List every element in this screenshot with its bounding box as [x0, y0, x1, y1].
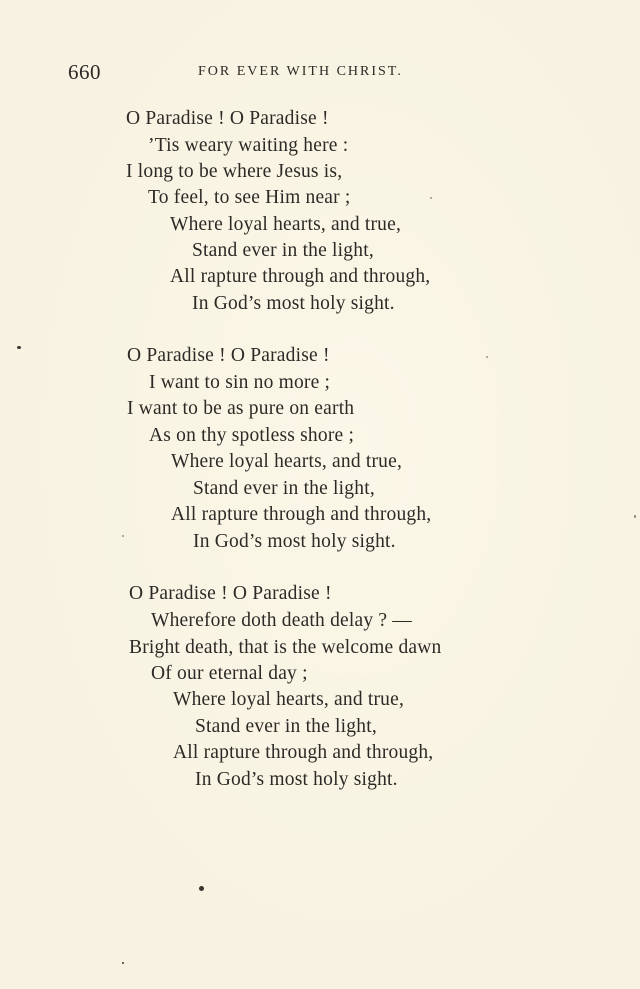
stanza-line: Where loyal hearts, and true, — [171, 451, 403, 472]
stanza-line: Of our eternal day ; — [151, 663, 308, 684]
stanza-line: Bright death, that is the welcome dawn — [129, 637, 442, 658]
running-title: FOR EVER WITH CHRIST. — [198, 64, 403, 79]
stanza-line: In God’s most holy sight. — [195, 769, 398, 790]
paper-speck — [430, 197, 432, 199]
paper-speck — [634, 515, 636, 518]
stanza-line: Where loyal hearts, and true, — [170, 214, 402, 235]
stanza-line: O Paradise ! O Paradise ! — [127, 345, 330, 366]
paper-speck — [122, 962, 124, 964]
stanza-line: I long to be where Jesus is, — [126, 161, 343, 182]
stanza-line: Wherefore doth death delay ? — — [151, 610, 413, 631]
stanza-line: All rapture through and through, — [170, 266, 431, 287]
stanza-line: As on thy spotless shore ; — [149, 425, 355, 446]
stanza-line: I want to sin no more ; — [149, 372, 331, 393]
stanza-line: I want to be as pure on earth — [127, 398, 355, 419]
paper-speck — [17, 346, 21, 349]
stanza-line: Stand ever in the light, — [193, 478, 375, 499]
stanza-line: Stand ever in the light, — [192, 240, 374, 261]
paper-speck — [486, 356, 488, 358]
paper-speck — [199, 886, 204, 891]
stanza-line: In God’s most holy sight. — [193, 531, 396, 552]
paper-speck — [122, 535, 124, 537]
stanza-line: To feel, to see Him near ; — [148, 187, 351, 208]
stanza-line: Where loyal hearts, and true, — [173, 689, 405, 710]
stanza-line: Stand ever in the light, — [195, 716, 377, 737]
stanza-line: O Paradise ! O Paradise ! — [129, 583, 332, 604]
stanza-line: All rapture through and through, — [171, 504, 432, 525]
stanza-line: All rapture through and through, — [173, 742, 434, 763]
page-number: 660 — [68, 60, 101, 84]
running-head — [68, 60, 448, 88]
stanza-line: ’Tis weary waiting here : — [148, 135, 349, 156]
stanza-line: O Paradise ! O Paradise ! — [126, 108, 329, 129]
stanza-line: In God’s most holy sight. — [192, 293, 395, 314]
